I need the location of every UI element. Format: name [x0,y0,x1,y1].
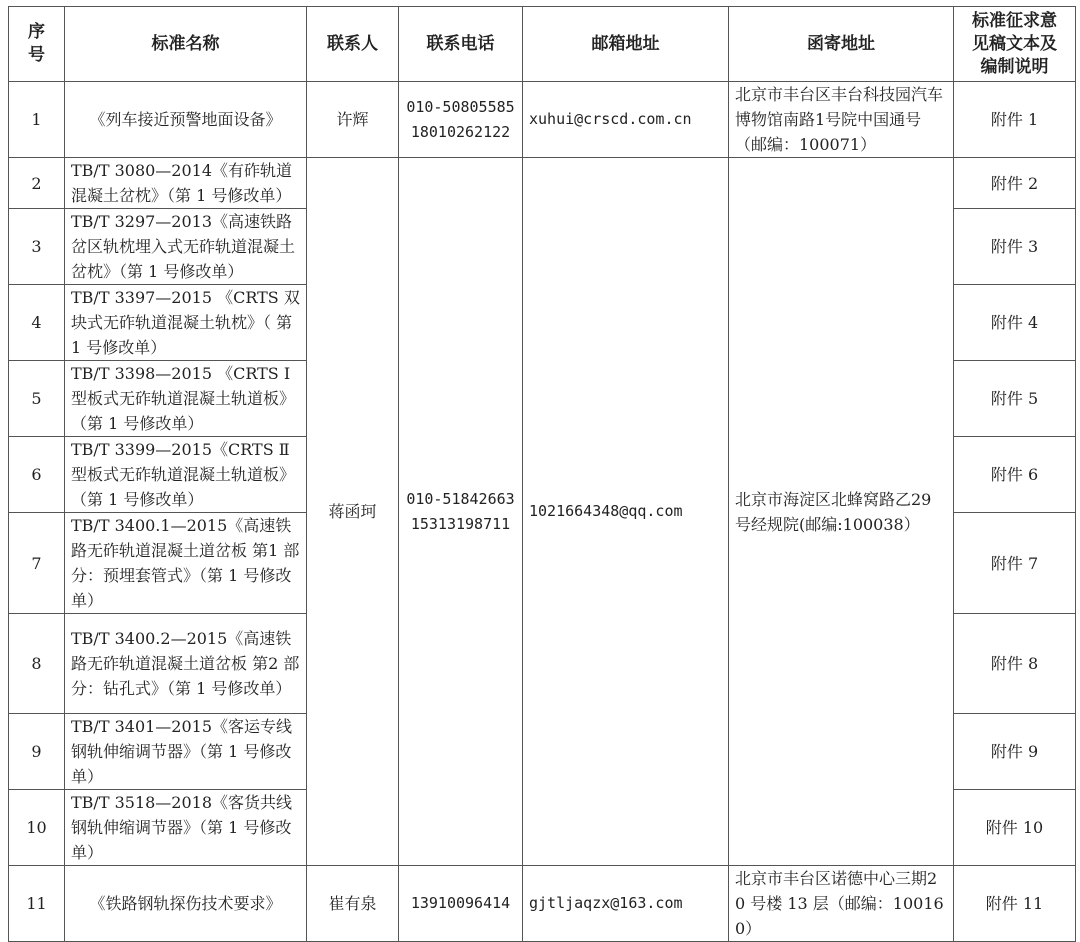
row-standard-name: TB/T 3401—2015《客运专线钢轨伸缩调节器》（第 1 号修改单） [65,714,307,790]
row-seq: 6 [9,437,65,513]
row-phone: 13910096414 [399,866,523,942]
row-contact: 崔有泉 [307,866,399,942]
header-email: 邮箱地址 [523,7,729,82]
row-attachment: 附件 10 [954,790,1076,866]
row-standard-name: TB/T 3297—2013《高速铁路岔区轨枕埋入式无砟轨道混凝土岔枕》（第 1 号修改单） [65,209,307,285]
row-seq: 5 [9,361,65,437]
row-phone: 010-51842663 15313198711 [399,158,523,866]
header-row [9,7,1076,82]
row-email: 1021664348@qq.com [523,158,729,866]
row-standard-name: 《铁路钢轨探伤技术要求》 [65,866,307,942]
row-address: 北京市丰台区丰台科技园汽车博物馆南路1号院中国通号（邮编：100071） [729,82,954,158]
header-name: 标准名称 [65,7,307,82]
row-seq: 11 [9,866,65,942]
table-row [9,158,1076,209]
solicitation-table [8,6,1076,942]
table-row [9,82,1076,158]
row-email: xuhui@crscd.com.cn [523,82,729,158]
row-contact: 许辉 [307,82,399,158]
row-attachment: 附件 4 [954,285,1076,361]
row-standard-name: 《列车接近预警地面设备》 [65,82,307,158]
row-standard-name: TB/T 3518—2018《客货共线钢轨伸缩调节器》（第 1 号修改单） [65,790,307,866]
row-standard-name: TB/T 3398—2015 《CRTS Ⅰ型板式无砟轨道混凝土轨道板》（第 1 号修改单） [65,361,307,437]
row-email: gjtljaqzx@163.com [523,866,729,942]
row-standard-name: TB/T 3080—2014《有砟轨道混凝土岔枕》（第 1 号修改单） [65,158,307,209]
row-seq: 8 [9,614,65,714]
row-seq: 1 [9,82,65,158]
header-attachment: 标准征求意 见稿文本及 编制说明 [954,7,1076,82]
row-address: 北京市海淀区北蜂窝路乙29 号经规院(邮编:100038） [729,158,954,866]
row-address: 北京市丰台区诺德中心三期20 号楼 13 层（邮编：100160） [729,866,954,942]
header-address: 函寄地址 [729,7,954,82]
row-standard-name: TB/T 3400.2—2015《高速铁路无砟轨道混凝土道岔板 第2 部分：钻孔式》（第 1 号修改单） [65,614,307,714]
row-seq: 2 [9,158,65,209]
row-seq: 7 [9,513,65,614]
row-attachment: 附件 7 [954,513,1076,614]
row-attachment: 附件 3 [954,209,1076,285]
header-seq: 序 号 [9,7,65,82]
row-phone: 010-50805585 18010262122 [399,82,523,158]
row-contact: 蒋函珂 [307,158,399,866]
row-seq: 3 [9,209,65,285]
row-standard-name: TB/T 3400.1—2015《高速铁路无砟轨道混凝土道岔板 第1 部分：预埋套管式》（第 1 号修改单） [65,513,307,614]
row-attachment: 附件 1 [954,82,1076,158]
row-seq: 10 [9,790,65,866]
row-seq: 9 [9,714,65,790]
row-attachment: 附件 5 [954,361,1076,437]
table-row [9,866,1076,942]
header-phone: 联系电话 [399,7,523,82]
header-contact: 联系人 [307,7,399,82]
row-attachment: 附件 9 [954,714,1076,790]
row-attachment: 附件 6 [954,437,1076,513]
row-standard-name: TB/T 3397—2015 《CRTS 双块式无砟轨道混凝土轨枕》（ 第 1 号修改单） [65,285,307,361]
row-attachment: 附件 8 [954,614,1076,714]
row-standard-name: TB/T 3399—2015《CRTS Ⅱ型板式无砟轨道混凝土轨道板》（第 1 号修改单） [65,437,307,513]
row-seq: 4 [9,285,65,361]
row-attachment: 附件 11 [954,866,1076,942]
row-attachment: 附件 2 [954,158,1076,209]
